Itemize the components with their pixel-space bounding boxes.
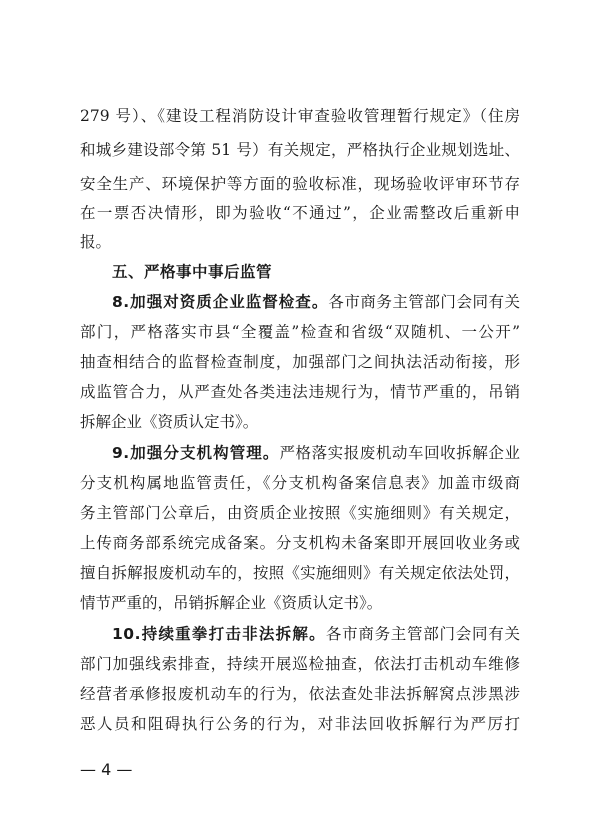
item-line: 经营者承修报废机动车的行为，依法查处非法拆解窝点涉黑涉 <box>80 685 520 703</box>
item-first-line <box>112 624 520 644</box>
item-first-line <box>112 292 520 312</box>
item-line: 上传商务部系统完成备案。分支机构未备案即开展回收业务或 <box>80 534 520 552</box>
item-first-line <box>112 443 520 463</box>
body-line: 279 号）、《建设工程消防设计审查验收管理暂行规定》（住房 <box>80 107 520 125</box>
body-line: 安全生产、环境保护等方面的验收标准，现场验收评审环节存 <box>80 175 520 193</box>
item-lead: 9.加强分支机构管理。 <box>112 444 280 462</box>
item-lead: 10.持续重拳打击非法拆解。 <box>112 625 326 643</box>
section-heading: 五、严格事中事后监管 <box>112 263 273 281</box>
item-line: 情节严重的，吊销拆解企业《资质认定书》。 <box>80 594 383 612</box>
page-number: — 4 — <box>80 760 133 779</box>
body-line: 和城乡建设部令第 51 号）有关规定，严格执行企业规划选址、 <box>80 141 520 159</box>
item-line: 成监管合力，从严查处各类违法违规行为，情节严重的，吊销 <box>80 383 520 401</box>
item-text: 严格落实报废机动车回收拆解企业 <box>279 444 520 462</box>
item-line: 分支机构属地监管责任，《分支机构备案信息表》加盖市级商 <box>80 474 520 492</box>
item-line: 部门加强线索排查，持续开展巡检抽查，依法打击机动车维修 <box>80 655 520 673</box>
item-text: 各市商务主管部门会同有关 <box>325 625 520 643</box>
item-line: 恶人员和阻碍执行公务的行为，对非法回收拆解行为严厉打 <box>80 715 520 733</box>
item-line: 抽查相结合的监督检查制度，加强部门之间执法活动衔接，形 <box>80 353 520 371</box>
item-lead: 8.加强对资质企业监督检查。 <box>112 293 329 311</box>
item-line: 擅自拆解报废机动车的，按照《实施细则》有关规定依法处罚， <box>80 564 520 582</box>
item-text: 各市商务主管部门会同有关 <box>328 293 520 311</box>
item-line: 拆解企业《资质认定书》。 <box>80 413 259 431</box>
item-line: 部门，严格落实市县“全覆盖”检查和省级“双随机、一公开” <box>80 323 520 341</box>
body-line: 报。 <box>80 233 112 251</box>
body-line: 在一票否决情形，即为验收“不通过”，企业需整改后重新申 <box>80 204 520 222</box>
item-line: 务主管部门公章后，由资质企业按照《实施细则》有关规定， <box>80 504 520 522</box>
